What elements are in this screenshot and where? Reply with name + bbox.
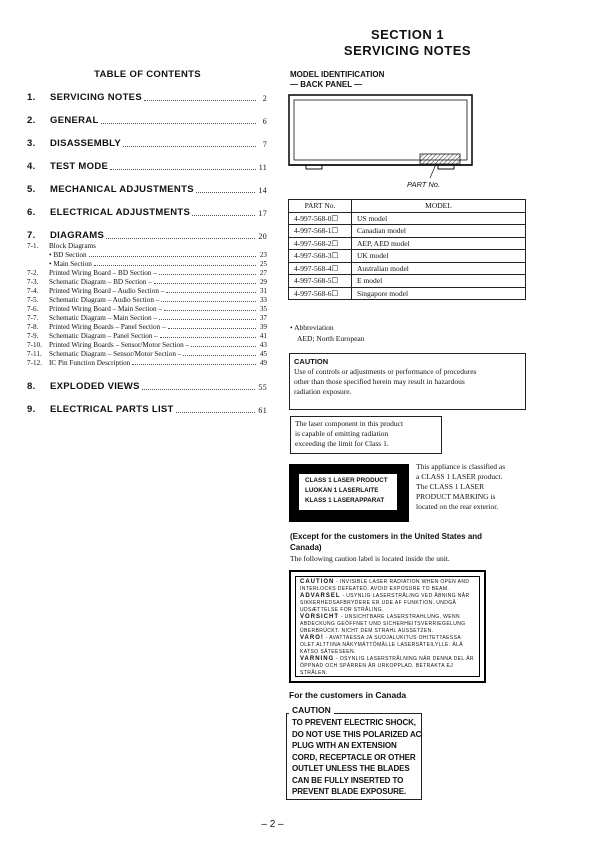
toc-sub-7-3[interactable] [27,277,267,286]
toc-leader [106,238,255,239]
table-cell: US model [352,212,526,225]
laser-notice-line: is capable of emitting radiation [295,429,389,438]
model-id-title: MODEL IDENTIFICATION [290,70,385,79]
toc-entry-page: 17 [258,209,267,218]
model-id-subtitle: — BACK PANEL — [290,80,363,89]
back-panel-illustration [286,92,476,192]
class1-description-line: a CLASS 1 LASER product. [416,472,503,481]
warning-text: - OSYNLIG LASERSTRÅLNING NÄR DENNA DEL ÄR ÖPPNAD OCH SPÄRREN ÄR URKOPPLAD. BETRAKTA EJ STRÅLEN. [300,656,474,676]
abbreviation-title-text: Abbreviation [294,323,334,332]
toc-entry-1[interactable] [27,91,267,103]
toc-entry-label: EXPLODED VIEWS [50,381,140,392]
laser-notice-text [295,419,403,449]
toc-sub-label: Printed Wiring Board – Main Section – [49,305,162,313]
table-row [289,212,526,225]
table-cell: Canadian model [352,225,526,238]
canada-heading: For the customers in Canada [289,690,407,700]
toc-leader [196,192,256,193]
toc-sub-page: 33 [259,296,267,304]
toc-sub-7-5[interactable] [27,295,267,304]
column-header: MODEL [352,200,526,213]
toc-sub-num: 7-11. [27,350,42,358]
toc-entry-9[interactable] [27,403,267,415]
parts-table [288,199,526,300]
toc-sub-num: 7-1. [27,242,39,250]
table-cell: 4-997-568-0☐ [289,212,352,225]
toc-entry-4[interactable] [27,160,267,172]
toc-entry-label: SERVICING NOTES [50,92,142,103]
toc-leader [89,256,256,257]
toc-entry-page: 2 [262,94,267,103]
laser-notice-line: exceeding the limit for Class 1. [295,439,389,448]
toc-entry-num: 3. [27,138,36,149]
toc-sub-page: 25 [259,260,267,268]
toc-leader [94,265,256,266]
toc-sub-7-1[interactable] [27,241,267,250]
toc-sub-page: 23 [259,251,267,259]
caution-title: CAUTION [294,357,329,366]
toc-sub-label: Block Diagrams [49,242,96,250]
toc-entry-num: 6. [27,207,36,218]
table-cell: 4-997-568-3☐ [289,250,352,263]
toc-sub-page: 43 [259,341,267,349]
toc-title: TABLE OF CONTENTS [94,69,201,80]
toc-entry-2[interactable] [27,114,267,126]
table-cell: Singapore model [352,287,526,300]
toc-leader [176,412,256,413]
toc-sub-page: 49 [259,359,267,367]
toc-sub-label: • BD Section [49,251,87,259]
toc-sub-num: 7-6. [27,305,39,313]
warning-text: - USYNLIG LASERSTRÅLING VED ÅBNING NÅR SIKKERHEDSAFBRYDERE ER UDE AF FUNKTION. UNDGÅ UDSÆTTELSE FOR STRÅLING. [300,593,470,613]
table-cell: 4-997-568-4☐ [289,262,352,275]
class1-laser-label [289,464,409,522]
toc-sub-num: 7-9. [27,332,39,340]
section-number: SECTION 1 [370,27,445,42]
toc-leader [123,146,256,147]
toc-sub-num: 7-8. [27,323,39,331]
toc-entry-label: GENERAL [50,115,99,126]
except-heading-line1: (Except for the customers in the United States and [290,532,483,541]
toc-sub-num: 7-7. [27,314,39,322]
toc-sub-label: • Main Section [49,260,92,268]
class1-description-line: The CLASS 1 LASER [416,482,485,491]
canada-caution-line: CAN BE FULLY INSERTED TO [292,775,404,785]
toc-entry-label: MECHANICAL ADJUSTMENTS [50,184,194,195]
warning-entry [300,579,475,593]
warning-entry [300,614,475,635]
toc-entry-label: DIAGRAMS [50,230,105,241]
table-row [289,287,526,300]
toc-sub-num: 7-4. [27,287,39,295]
warning-entry [300,656,475,677]
toc-leader [183,355,256,356]
table-row [289,275,526,288]
table-cell: 4-997-568-1☐ [289,225,352,238]
table-cell: E model [352,275,526,288]
toc-entry-page: 61 [258,406,267,415]
warning-word: VARNING [300,656,335,662]
toc-entry-page: 6 [262,117,267,126]
warning-text: - UNSICHTBARE LASERSTRAHLUNG, WENN ABDECKUNG GEÖFFNET UND SICHERHEITSVERRIEGELUNG ÜBERBRÜCKT. NICHT DEM STRAHL AUSSETZEN. [300,614,466,634]
toc-entry-3[interactable] [27,137,267,149]
canada-caution-line: PREVENT BLADE EXPOSURE. [292,787,407,796]
table-row [289,225,526,238]
canada-caution-line: DO NOT USE THIS POLARIZED AC [292,729,422,739]
toc-sub-label: Schematic Diagram – BD Section – [49,278,152,286]
toc-sub-7-2[interactable] [27,268,267,277]
toc-entry-num: 8. [27,381,36,392]
class1-description-line: PRODUCT MARKING is [416,492,496,501]
table-cell: 4-997-568-2☐ [289,237,352,250]
toc-sub-7-9[interactable] [27,331,267,340]
class1-label-line: CLASS 1 LASER PRODUCT [305,477,388,484]
toc-leader [168,328,256,329]
toc-sub-label: Schematic Diagram – Main Section – [49,314,157,322]
table-header-row [289,200,526,213]
warning-entry [300,635,475,656]
toc-sub-label: Printed Wiring Boards – Panel Section – [49,323,166,331]
canada-caution-line: TO PREVENT ELECTRIC SHOCK, [292,718,416,727]
table-cell: AEP, AED model [352,237,526,250]
column-header: PART No. [289,200,352,213]
canada-caution-line: OUTLET UNLESS THE BLADES [292,764,410,773]
caution-box [289,353,526,410]
toc-leader [164,310,256,311]
toc-sub-page: 27 [259,269,267,277]
toc-sub-7-10[interactable] [27,340,267,349]
toc-leader [159,319,256,320]
toc-sub-num: 7-2. [27,269,39,277]
table-row [289,262,526,275]
toc-leader [144,100,256,101]
table-cell: 4-997-568-6☐ [289,287,352,300]
toc-entry-7[interactable] [27,229,267,241]
toc-entry-8[interactable] [27,380,267,392]
toc-list [27,91,267,415]
toc-entry-page: 55 [258,383,267,392]
toc-sub-page: 37 [259,314,267,322]
toc-sub-label: Schematic Diagram – Sensor/Motor Section – [49,350,182,358]
canada-caution-line: CORD, RECEPTACLE OR OTHER [292,752,416,762]
warning-text: - AVATTAESSA JA SUOJALUKITUS OHITETTAESSA OLET ALTTIINA NÄKYMÄTTÖMÄLLE LASERSÄTEILYLLE. ÄLÄ KATSO SÄTEESEEN. [300,635,463,655]
laser-notice-line: The laser component in this product [295,419,404,428]
class1-description-line: This appliance is classified as [416,462,506,471]
table-row [289,237,526,250]
toc-entry-page: 20 [258,232,267,241]
warning-label-inner [295,576,480,677]
toc-sub-num: 7-12. [27,359,42,367]
toc-leader [101,123,256,124]
except-heading-line2: Canada) [290,543,322,552]
laser-warning-label [289,570,486,683]
toc-sub-label: IC Pin Function Description [49,359,131,367]
toc-entry-num: 5. [27,184,36,195]
toc-entry-num: 4. [27,161,36,172]
warning-word: ADVARSEL [300,593,341,599]
table-cell: 4-997-568-5☐ [289,275,352,288]
toc-sub-label: Schematic Diagram – Panel Section – [49,332,158,340]
toc-entry-label: ELECTRICAL ADJUSTMENTS [50,207,191,218]
except-note: The following caution label is located inside the unit. [290,554,450,563]
toc-leader [161,301,256,302]
class1-label-inner [299,474,397,510]
table-row [289,250,526,263]
toc-leader [192,215,255,216]
toc-leader [159,274,256,275]
toc-sub-7-4[interactable] [27,286,267,295]
toc-leader [132,364,256,365]
toc-leader [154,283,256,284]
warning-word: VORSICHT [300,614,340,620]
class1-description [416,462,505,512]
class1-label-line: LUOKAN 1 LASERLAITE [305,487,379,494]
warning-text: - INVISIBLE LASER RADIATION WHEN OPEN AND INTERLOCKS DEFEATED. AVOID EXPOSURE TO BEAM. [300,579,470,592]
toc-sub-page: 29 [259,278,267,286]
toc-sub-page: 31 [259,287,267,295]
toc-entry-num: 2. [27,115,36,126]
caution-line: other than those specified herein may result in hazardous [294,377,465,386]
toc-sub-num: 7-10. [27,341,42,349]
canada-caution-text [292,717,421,798]
part-no-callout: PART No. [407,180,441,189]
caution-line: radiation exposure. [294,387,352,396]
toc-entry-page: 14 [258,186,267,195]
class1-label-line: KLASS 1 LASERAPPARAT [305,497,385,504]
toc-leader [191,346,256,347]
page-number: – 2 – [261,819,284,830]
toc-sub-bd[interactable] [27,250,267,259]
toc-sub-7-6[interactable] [27,304,267,313]
abbreviation-line: AED; North European [297,334,365,343]
toc-entry-label: TEST MODE [50,161,109,172]
toc-sub-page: 39 [259,323,267,331]
canada-caution-title: CAUTION [289,705,334,715]
warning-entry [300,593,475,614]
toc-sub-7-12[interactable] [27,358,267,367]
part-no-label-area [420,154,460,164]
toc-entry-num: 1. [27,92,36,103]
toc-entry-label: ELECTRICAL PARTS LIST [50,404,174,415]
toc-sub-page: 35 [259,305,267,313]
toc-entry-num: 7. [27,230,36,241]
warning-word: VARO! [300,635,324,641]
toc-sub-label: Printed Wiring Board – Audio Section – [49,287,165,295]
toc-sub-label: Schematic Diagram – Audio Section – [49,296,160,304]
toc-leader [110,169,256,170]
toc-sub-label: Printed Wiring Board – BD Section – [49,269,157,277]
toc-entry-num: 9. [27,404,36,415]
toc-sub-num: 7-3. [27,278,39,286]
toc-entry-page: 11 [258,163,267,172]
toc-sub-page: 41 [259,332,267,340]
toc-entry-5[interactable] [27,183,267,195]
laser-notice-box [290,416,442,454]
toc-entry-6[interactable] [27,206,267,218]
section-title: SERVICING NOTES [343,43,472,58]
table-cell: Australian model [352,262,526,275]
toc-sub-label: Printed Wiring Boards – Sensor/Motor Section – [49,341,190,349]
toc-leader [160,337,256,338]
abbreviation-title: • Abbreviation [290,323,334,332]
toc-leader [142,389,256,390]
toc-sub-page: 45 [259,350,267,358]
canada-caution-line: PLUG WITH AN EXTENSION [292,741,397,750]
toc-sub-7-8[interactable] [27,322,267,331]
class1-description-line: located on the rear exterior. [416,502,499,511]
warning-word: CAUTION [300,579,335,585]
toc-sub-num: 7-5. [27,296,39,304]
toc-entry-page: 7 [262,140,267,149]
caution-text [294,367,476,397]
table-cell: UK model [352,250,526,263]
caution-line: Use of controls or adjustments or performance of procedures [294,367,477,376]
toc-sub-7-11[interactable] [27,349,267,358]
toc-entry-label: DISASSEMBLY [50,138,122,149]
toc-sub-main[interactable] [27,259,267,268]
toc-leader [166,292,256,293]
toc-sub-7-7[interactable] [27,313,267,322]
